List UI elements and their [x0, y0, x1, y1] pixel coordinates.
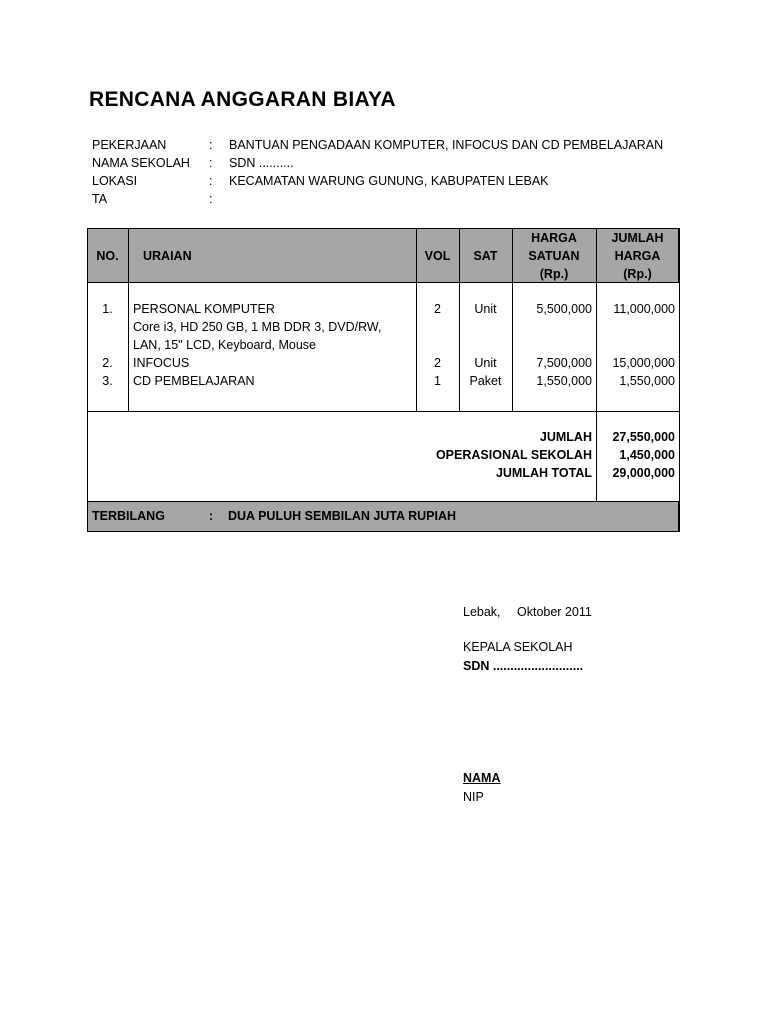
- signature-school: SDN ..........................: [463, 659, 584, 673]
- total-label-operasional: OPERASIONAL SEKOLAH: [435, 448, 592, 462]
- info-value: SDN ..........: [229, 156, 294, 170]
- row-uraian: CD PEMBELAJARAN: [133, 374, 255, 388]
- terbilang-colon: :: [209, 509, 214, 523]
- row-uraian: PERSONAL KOMPUTER: [133, 302, 275, 316]
- total-value-jumlah: 27,550,000: [612, 430, 675, 444]
- row-no: 1.: [102, 302, 113, 316]
- header-line: HARGA: [614, 248, 661, 263]
- header-line: JUMLAH: [611, 230, 664, 245]
- row-sat: Unit: [474, 302, 497, 316]
- row-uraian-detail: Core i3, HD 250 GB, 1 MB DDR 3, DVD/RW,: [133, 320, 382, 334]
- header-uraian: URAIAN: [143, 248, 192, 263]
- document-title: RENCANA ANGGARAN BIAYA: [89, 88, 396, 111]
- info-label: PEKERJAAN: [92, 138, 167, 152]
- table-border-right: [679, 228, 680, 532]
- info-label: LOKASI: [92, 174, 138, 188]
- row-no: 3.: [102, 374, 113, 388]
- header-line: HARGA: [531, 230, 577, 245]
- header-vol: VOL: [424, 248, 451, 263]
- total-value-operasional: 1,450,000: [619, 448, 675, 462]
- row-sat: Paket: [469, 374, 502, 388]
- row-vol: 2: [434, 356, 441, 370]
- info-colon: :: [209, 174, 213, 188]
- terbilang-row: [87, 501, 679, 532]
- info-label: TA: [92, 192, 108, 206]
- header-harga-satuan: [512, 228, 596, 283]
- row-harga: 1,550,000: [536, 374, 592, 388]
- signature-place: Lebak,: [463, 605, 501, 619]
- info-value: KECAMATAN WARUNG GUNUNG, KABUPATEN LEBAK: [229, 174, 549, 188]
- signature-date: Oktober 2011: [517, 605, 592, 619]
- row-vol: 2: [434, 302, 441, 316]
- terbilang-value: DUA PULUH SEMBILAN JUTA RUPIAH: [228, 509, 457, 523]
- header-line: (Rp.): [539, 266, 569, 281]
- header-line: (Rp.): [623, 266, 652, 281]
- total-label-jumlah: JUMLAH: [539, 430, 592, 444]
- info-colon: :: [209, 156, 213, 170]
- col-sep: [128, 228, 129, 411]
- row-jumlah: 1,550,000: [619, 374, 675, 388]
- signature-role: KEPALA SEKOLAH: [463, 640, 573, 654]
- header-no: NO.: [96, 248, 119, 263]
- budget-table: [87, 228, 680, 532]
- terbilang-label: TERBILANG: [92, 509, 165, 523]
- header-jumlah-harga: [596, 228, 679, 283]
- total-label-jumlah-total: JUMLAH TOTAL: [495, 466, 592, 480]
- row-jumlah: 15,000,000: [612, 356, 675, 370]
- row-harga: 7,500,000: [536, 356, 592, 370]
- header-sat: SAT: [473, 248, 498, 263]
- info-colon: :: [209, 138, 213, 152]
- header-line: SATUAN: [528, 248, 580, 263]
- row-no: 2.: [102, 356, 113, 370]
- info-colon: :: [209, 192, 213, 206]
- signature-nip: NIP: [463, 790, 484, 804]
- row-harga: 5,500,000: [536, 302, 592, 316]
- row-jumlah: 11,000,000: [613, 302, 675, 316]
- row-uraian-detail: LAN, 15" LCD, Keyboard, Mouse: [133, 338, 317, 352]
- signature-name: NAMA: [463, 771, 501, 785]
- row-sat: Unit: [474, 356, 497, 370]
- items-bottom-rule: [87, 411, 680, 412]
- total-value-jumlah-total: 29,000,000: [612, 466, 675, 480]
- info-value: BANTUAN PENGADAAN KOMPUTER, INFOCUS DAN CD PEMBELAJARAN: [229, 138, 664, 152]
- row-uraian: INFOCUS: [133, 356, 190, 370]
- info-label: NAMA SEKOLAH: [92, 156, 190, 170]
- row-vol: 1: [434, 374, 441, 388]
